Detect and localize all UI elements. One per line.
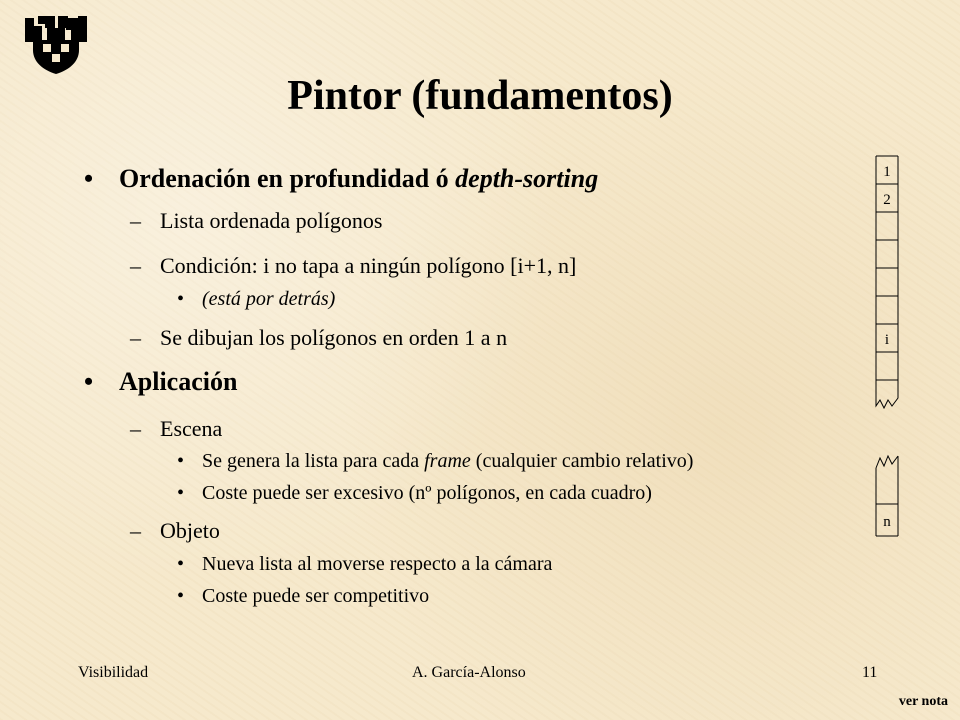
list-label-1: 1 xyxy=(883,164,891,180)
footer-page-number: 11 xyxy=(862,664,878,681)
slide-title: Pintor (fundamentos) xyxy=(287,73,673,119)
break-mark-bottom xyxy=(876,456,898,468)
sub-item-text: Lista ordenada polígonos xyxy=(160,208,383,233)
bullet-marker: • xyxy=(84,164,94,193)
list-label-2: 2 xyxy=(883,192,891,208)
bullet-text-emphasis: depth-sorting xyxy=(455,164,599,193)
list-label-i: i xyxy=(884,332,890,348)
dash-marker: – xyxy=(130,253,141,278)
break-mark-top xyxy=(876,394,898,408)
sub-item-text: Se dibujan los polígonos en orden 1 a n xyxy=(160,325,508,350)
escena-item-text xyxy=(202,450,693,473)
university-logo-icon xyxy=(25,16,87,74)
bullet-text-main: Ordenación en profundidad ó xyxy=(119,164,456,193)
dash-marker: – xyxy=(130,416,141,441)
footer-author: A. García-Alonso xyxy=(412,664,526,681)
bullet-marker: • xyxy=(177,553,185,575)
escena-item-text: Coste puede ser excesivo (nº polígonos, en cada cuadro) xyxy=(202,482,652,504)
bullet-marker: • xyxy=(177,288,185,310)
dash-marker: – xyxy=(130,208,141,233)
dash-marker: – xyxy=(130,518,141,543)
note-text: (está por detrás) xyxy=(202,288,336,310)
footer-topic: Visibilidad xyxy=(78,664,149,681)
sub-item-text: Escena xyxy=(160,416,223,441)
sub-item-text: Condición: i no tapa a ningún polígono [i+1, n] xyxy=(160,253,577,278)
bullet-marker: • xyxy=(177,450,185,472)
bullet-marker: • xyxy=(177,585,185,607)
bullet-marker: • xyxy=(177,482,185,504)
polygon-list-diagram xyxy=(872,156,902,536)
ver-nota-link[interactable]: ver nota xyxy=(898,694,948,709)
bullet-text xyxy=(119,164,598,194)
bullet-marker: • xyxy=(84,367,94,396)
objeto-item-text: Coste puede ser competitivo xyxy=(202,585,430,607)
list-label-n: n xyxy=(883,514,891,530)
sub-item-text: Objeto xyxy=(160,518,220,543)
escena-item-emphasis: frame xyxy=(424,450,471,472)
dash-marker: – xyxy=(130,325,141,350)
escena-item-text-post: (cualquier cambio relativo) xyxy=(470,450,694,472)
bullet-text: Aplicación xyxy=(119,367,238,396)
objeto-item-text: Nueva lista al moverse respecto a la cámara xyxy=(202,553,553,575)
escena-item-text-pre: Se genera la lista para cada xyxy=(202,450,425,472)
